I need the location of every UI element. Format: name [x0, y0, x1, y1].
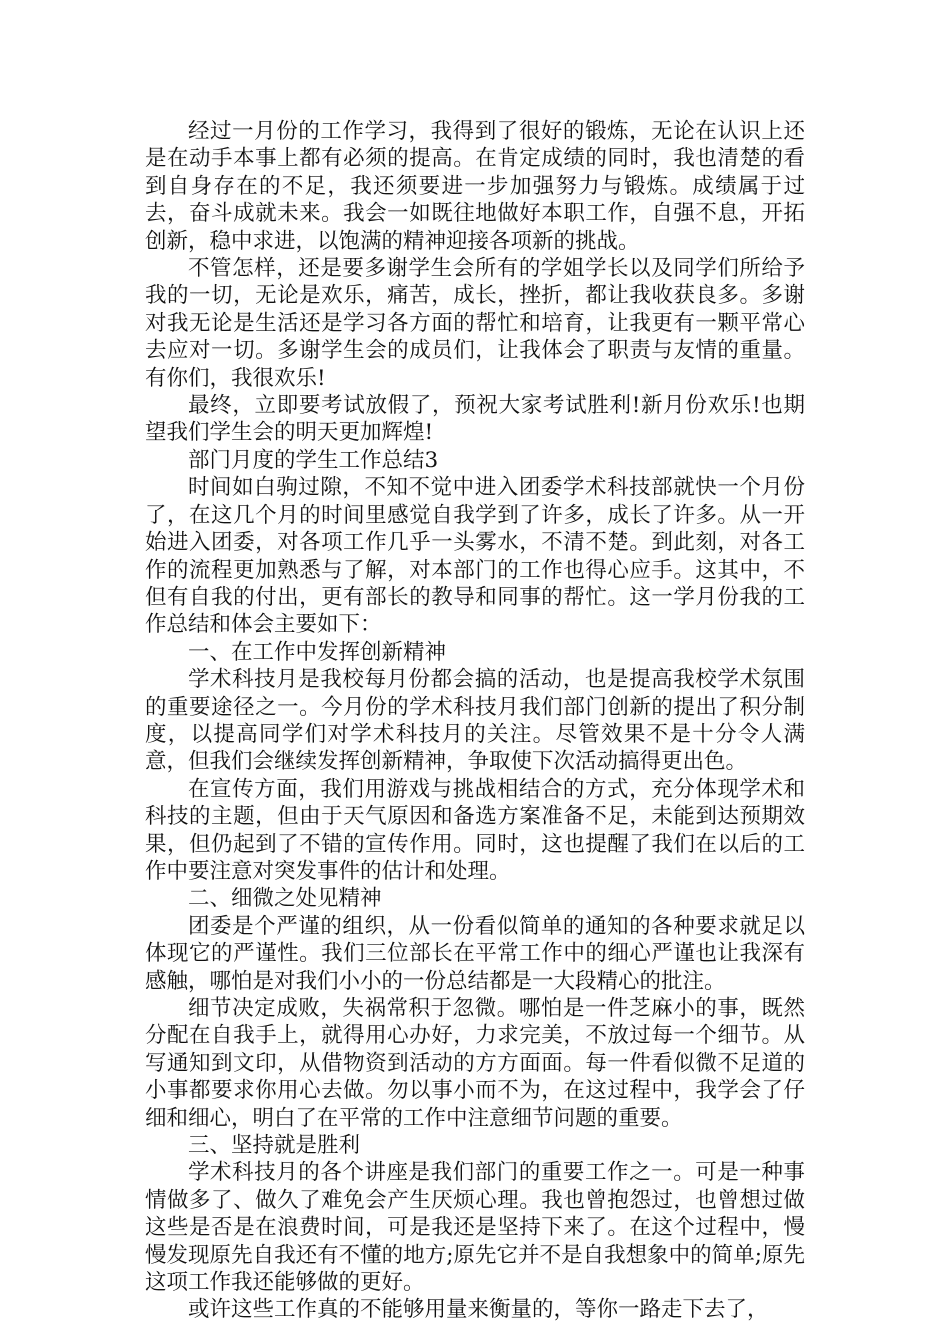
- paragraph-5: 学术科技月是我校每月份都会搞的活动，也是提高我校学术氛围的重要途径之一。今月份的学术科技月我们部门创新的提出了积分制度，以提高同学们对学术科技月的关注。尽管效果不是十分令人满意，但我们会继续发挥创新精神，争取使下次活动搞得更出色。: [145, 667, 805, 775]
- paragraph-8: 细节决定成败，失祸常积于忽微。哪怕是一件芝麻小的事，既然分配在自我手上，就得用心办好，力求完美，不放过每一个细节。从写通知到文印，从借物资到活动的方方面面。每一件看似微不足道的小事都要求你用心去做。勿以事小而不为，在这过程中，我学会了仔细和细心，明白了在平常的工作中注意细节问题的重要。: [145, 996, 805, 1131]
- paragraph-4: 时间如白驹过隙，不知不觉中进入团委学术科技部就快一个月份了，在这几个月的时间里感觉自我学到了许多，成长了许多。从一开始进入团委，对各项工作几乎一头雾水，不清不楚。到此刻，对各工作的流程更加熟悉与了解，对本部门的工作也得心应手。这其中，不但有自我的付出，更有部长的教导和同事的帮忙。这一学月份我的工作总结和体会主要如下：: [145, 475, 805, 638]
- heading-1: 一、在工作中发挥创新精神: [188, 639, 447, 665]
- paragraph-2: 不管怎样，还是要多谢学生会所有的学姐学长以及同学们所给予我的一切，无论是欢乐，痛苦，成长，挫折，都让我收获良多。多谢对我无论是生活还是学习各方面的帮忙和培育，让我更有一颗平常心去应对一切。多谢学生会的成员们，让我体会了职责与友情的重量。有你们，我很欢乐!: [145, 256, 805, 391]
- paragraph-10: 或许这些工作真的不能够用量来衡量的，等你一路走下去了，: [188, 1297, 769, 1323]
- paragraph-1: 经过一月份的工作学习，我得到了很好的锻炼，无论在认识上还是在动手本事上都有必须的提高。在肯定成绩的同时，我也清楚的看到自身存在的不足，我还须要进一步加强努力与锻炼。成绩属于过去，奋斗成就未来。我会一如既往地做好本职工作，自强不息，开拓创新，稳中求进，以饱满的精神迎接各项新的挑战。: [145, 119, 805, 254]
- document-body: [145, 118, 805, 1324]
- paragraph-3: 最终，立即要考试放假了，预祝大家考试胜利!新月份欢乐!也期望我们学生会的明天更加辉煌!: [145, 393, 805, 446]
- paragraph-6: 在宣传方面，我们用游戏与挑战相结合的方式，充分体现学术和科技的主题，但由于天气原因和备选方案准备不足，未能到达预期效果，但仍起到了不错的宣传作用。同时，这也提醒了我们在以后的工作中要注意对突发事件的估计和处理。: [145, 776, 805, 884]
- heading-2: 二、细微之处见精神: [188, 886, 382, 912]
- paragraph-7: 团委是个严谨的组织，从一份看似简单的通知的各种要求就足以体现它的严谨性。我们三位部长在平常工作中的细心严谨也让我深有感触，哪怕是对我们小小的一份总结都是一大段精心的批注。: [145, 913, 805, 994]
- paragraph-9: 学术科技月的各个讲座是我们部门的重要工作之一。可是一种事情做多了、做久了难免会产生厌烦心理。我也曾抱怨过，也曾想过做这些是否是在浪费时间，可是我还是坚持下来了。在这个过程中，慢慢发现原先自我还有不懂的地方;原先它并不是自我想象中的简单;原先这项工作我还能够做的更好。: [145, 1160, 805, 1296]
- heading-3: 三、坚持就是胜利: [188, 1133, 361, 1159]
- section-title: 部门月度的学生工作总结3: [188, 447, 439, 473]
